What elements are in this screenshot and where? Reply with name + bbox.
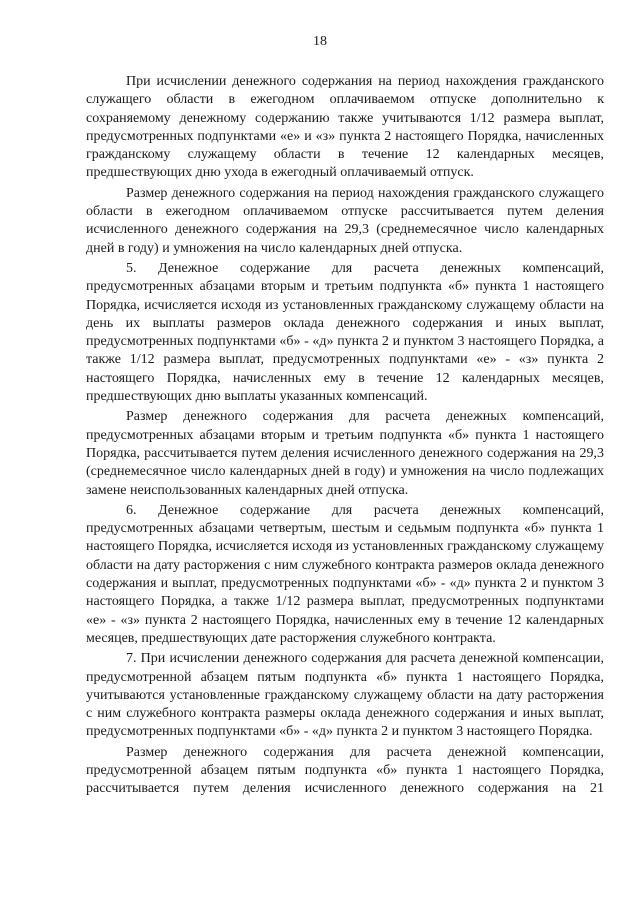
paragraph-7: Размер денежного содержания для расчета денежной компенсации, предусмотренной абзацем пятым подпункта «б» пункта 1 настоящего Порядка, рассчитывается путем деления исчисленного денежного содержания на 21 — [86, 744, 604, 797]
paragraph-4: Размер денежного содержания для расчета денежных компенсаций, предусмотренных абзацами вторым и третьим подпункта «б» пункта 1 настоящего Порядка, рассчитывается путем деления исчисленного денежного содержания на 29,3 (среднемесячное число календарных дней в году) и умножения на число подлежащих замене неиспользованных календарных дней отпуска. — [86, 409, 604, 498]
paragraph-3: 5. Денежное содержание для расчета денежных компенсаций, предусмотренных абзацами вторым и третьим подпункта «б» пункта 1 настоящего Порядка, исчисляется исходя из установленных гражданскому служащему области на день их выплаты размеров оклада денежного содержания и иных выплат, предусмотренных подпунктами «б» - «д» пункта 2 и пунктом 3 настоящего Порядка, а также 1/12 размера выплат, предусмотренных подпунктами «е» - «з» пункта 2 настоящего Порядка, начисленных ему в течение 12 календарных месяцев, предшествующих дню выплаты указанных компенсаций. — [86, 260, 604, 405]
paragraph-6: 7. При исчислении денежного содержания для расчета денежной компенсации, предусмотренной абзацем пятым подпункта «б» пункта 1 настоящего Порядка, учитываются установленные гражданскому служащему области на дату расторжения с ним служебного контракта размеры оклада денежного содержания и иных выплат, предусмотренных подпунктами «б» - «д» пункта 2 и пунктом 3 настоящего Порядка. — [86, 651, 604, 740]
paragraph-1: При исчислении денежного содержания на период нахождения гражданского служащего области в ежегодном оплачиваемом отпуске дополнительно к сохраняемому денежному содержанию также учитываются 1/12 размера выплат, предусмотренных подпунктами «е» и «з» пункта 2 настоящего Порядка, начисленных гражданскому служащему области в течение 12 календарных месяцев, предшествующих дню ухода в ежегодный оплачиваемый отпуск. — [86, 74, 604, 181]
paragraph-5: 6. Денежное содержание для расчета денежных компенсаций, предусмотренных абзацами четвертым, шестым и седьмым подпункта «б» пункта 1 настоящего Порядка, исчисляется исходя из установленных гражданскому служащему области на дату расторжения с ним служебного контракта размеров оклада денежного содержания и выплат, предусмотренных подпунктами «б» - «д» пункта 2 и пунктом 3 настоящего Порядка, а также 1/12 размера выплат, предусмотренных подпунктами «е» - «з» пункта 2 настоящего Порядка, начисленных ему в течение 12 календарных месяцев, предшествующих дате расторжения служебного контракта. — [86, 502, 604, 646]
document-body — [86, 73, 604, 801]
page-number: 18 — [313, 34, 327, 49]
paragraph-2: Размер денежного содержания на период нахождения гражданского служащего области в ежегодном оплачиваемом отпуске рассчитывается путем деления исчисленного денежного содержания на 29,3 (среднемесячное число календарных дней в году) и умножения на число календарных дней отпуска. — [86, 185, 604, 256]
